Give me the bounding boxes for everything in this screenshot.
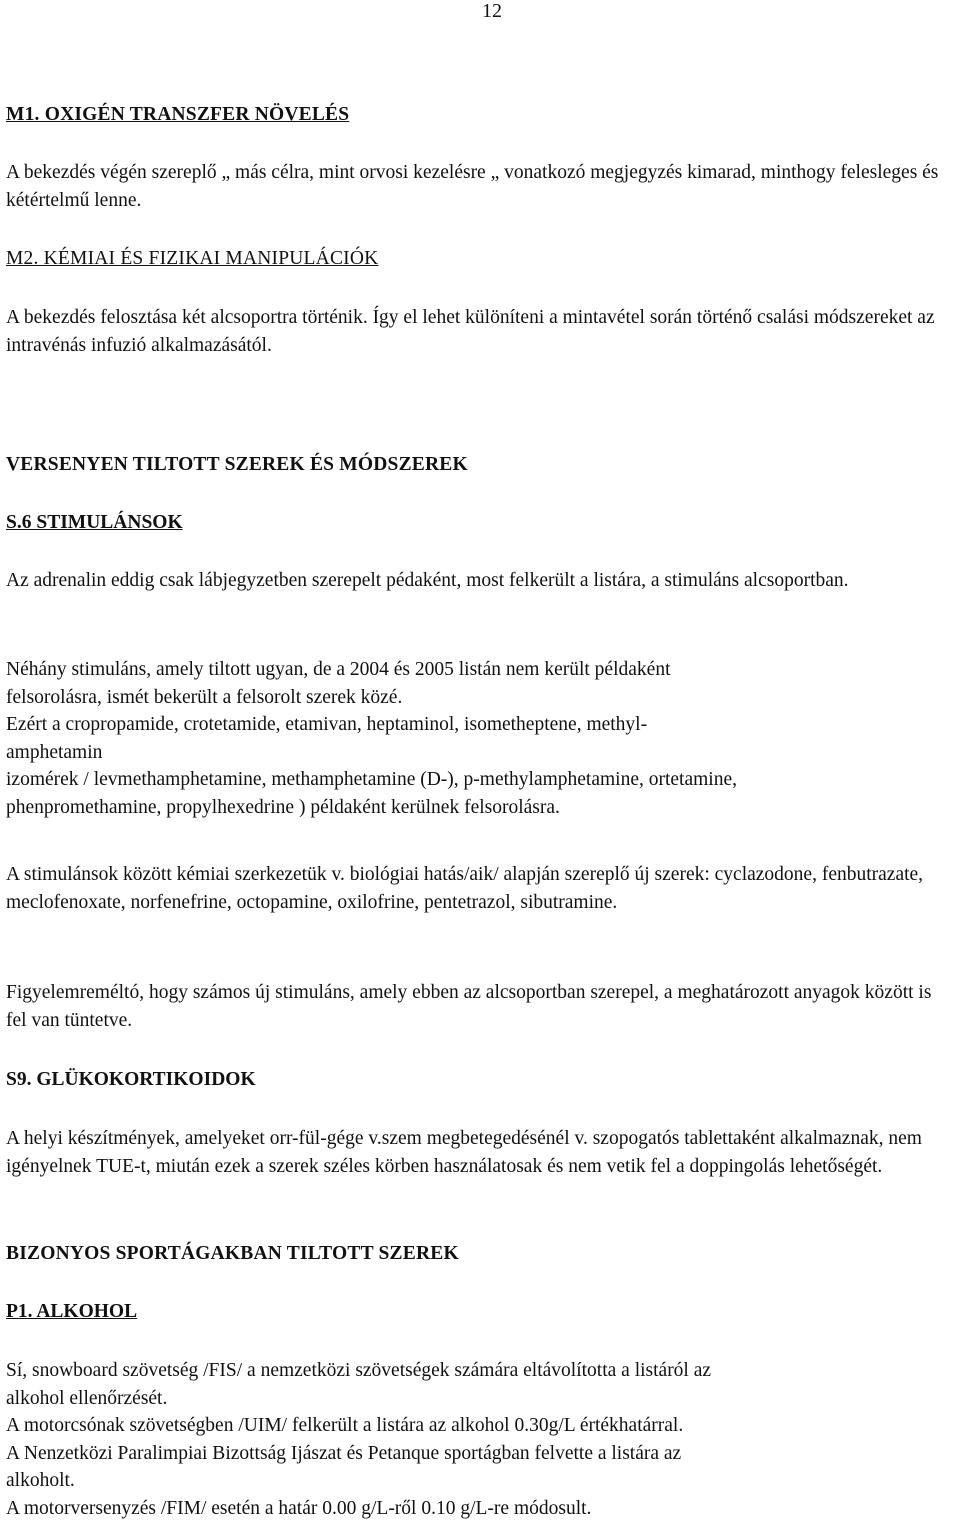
- s6-p2-line: phenpromethamine, propylhexedrine ) példaként kerülnek felsorolásra.: [6, 796, 560, 818]
- banned-heading: VERSENYEN TILTOTT SZEREK ÉS MÓDSZEREK: [6, 454, 468, 475]
- s9-heading: S9. GLÜKOKORTIKOIDOK: [6, 1069, 256, 1090]
- sport-heading: BIZONYOS SPORTÁGAKBAN TILTOTT SZEREK: [6, 1243, 459, 1264]
- s6-paragraph-2: [6, 656, 954, 821]
- s6-p2-line: felsorolásra, ismét bekerült a felsorolt szerek közé.: [6, 686, 403, 708]
- s6-paragraph-4: Figyelemreméltó, hogy számos új stimuláns, amely ebben az alcsoportban szerepel, a meghatározott anyagok között is fel van tüntetve.: [6, 982, 932, 1031]
- p1-line: alkoholt.: [6, 1470, 75, 1491]
- p1-text: [6, 1357, 954, 1522]
- m1-text: A bekezdés végén szereplő „ más célra, mint orvosi kezelésre „ vonatkozó megjegyzés kimarad, minthogy felesleges és kétértelmű lenne.: [6, 162, 939, 211]
- s6-p2-line: Ezért a cropropamide, crotetamide, etamivan, heptaminol, isometheptene, methyl-: [6, 714, 648, 735]
- p1-line: Sí, snowboard szövetség /FIS/ a nemzetközi szövetségek számára eltávolította a listáról az: [6, 1360, 712, 1381]
- p1-line: alkohol ellenőrzését.: [6, 1387, 168, 1409]
- p1-line: A motorversenyzés /FIM/ esetén a határ 0.00 g/L-ről 0.10 g/L-re módosult.: [6, 1497, 592, 1519]
- page-number: 12: [482, 0, 502, 22]
- p1-line: A motorcsónak szövetségben /UIM/ felkerült a listára az alkohol 0.30g/L értékhatárral.: [6, 1415, 684, 1436]
- m1-heading: M1. OXIGÉN TRANSZFER NÖVELÉS: [6, 104, 350, 125]
- s6-p2-line: Néhány stimuláns, amely tiltott ugyan, de a 2004 és 2005 listán nem került példaként: [6, 659, 671, 680]
- p1-heading: P1. ALKOHOL: [6, 1301, 138, 1322]
- s6-heading: S.6 STIMULÁNSOK: [6, 512, 183, 533]
- s6-paragraph-3: A stimulánsok között kémiai szerkezetük v. biológiai hatás/aik/ alapján szereplő új szerek: cyclazodone, fenbutrazate, meclofenoxate, norfenefrine, octopamine, oxilofrine, pentetrazol, sibutramine.: [6, 864, 924, 913]
- m2-heading: M2. KÉMIAI ÉS FIZIKAI MANIPULÁCIÓK: [6, 248, 379, 269]
- s6-p2-line: izomérek / levmethamphetamine, methamphetamine (D-), p-methylamphetamine, ortetamine,: [6, 769, 737, 790]
- p1-line: A Nenzetközi Paralimpiai Bizottság Ijászat és Petanque sportágban felvette a listára az: [6, 1442, 682, 1464]
- s9-text: A helyi készítmények, amelyeket orr-fül-gége v.szem megbetegedésénél v. szopogatós tablettaként alkalmaznak, nem igényelnek TUE-t, miután ezek a szerek széles körben használatosak és nem vetik fel a doppingolás lehetőségét.: [6, 1128, 922, 1177]
- s6-paragraph-1: Az adrenalin eddig csak lábjegyzetben szerepelt pédaként, most felkerült a listára, a stimuláns alcsoportban.: [6, 570, 849, 591]
- s6-p2-line: amphetamin: [6, 741, 103, 763]
- m2-text: A bekezdés felosztása két alcsoportra történik. Így el lehet különíteni a mintavétel során történő csalási módszereket az intravénás infuzió alkalmazásától.: [6, 307, 935, 356]
